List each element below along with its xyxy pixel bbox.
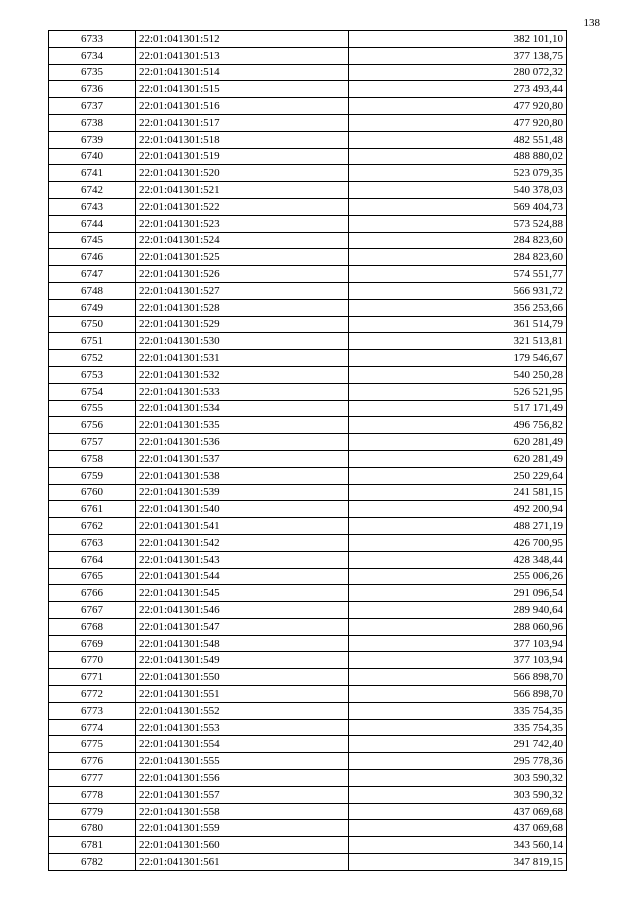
table-row [49,114,567,131]
table-row [49,702,567,719]
table-row [49,467,567,484]
row-number-cell: 6777 [49,770,136,787]
cadastral-number-cell: 22:01:041301:559 [136,820,349,837]
cadastral-number-cell: 22:01:041301:552 [136,702,349,719]
cadastral-number-cell: 22:01:041301:521 [136,182,349,199]
row-number-cell: 6734 [49,47,136,64]
cadastral-number-cell: 22:01:041301:541 [136,518,349,535]
table-row [49,786,567,803]
row-number-cell: 6735 [49,64,136,81]
row-number-cell: 6758 [49,450,136,467]
table-body [49,31,567,871]
cadastral-value-cell: 335 754,35 [349,719,567,736]
table-row [49,434,567,451]
table-row [49,333,567,350]
row-number-cell: 6748 [49,282,136,299]
cadastral-value-cell: 284 823,60 [349,249,567,266]
cadastral-number-cell: 22:01:041301:539 [136,484,349,501]
cadastral-value-cell: 291 742,40 [349,736,567,753]
row-number-cell: 6753 [49,366,136,383]
row-number-cell: 6760 [49,484,136,501]
cadastral-value-cell: 566 898,70 [349,669,567,686]
row-number-cell: 6780 [49,820,136,837]
cadastral-value-cell: 295 778,36 [349,753,567,770]
cadastral-number-cell: 22:01:041301:532 [136,366,349,383]
cadastral-number-cell: 22:01:041301:542 [136,534,349,551]
cadastral-value-cell: 482 551,48 [349,131,567,148]
cadastral-value-cell: 377 103,94 [349,652,567,669]
cadastral-value-cell: 620 281,49 [349,450,567,467]
cadastral-value-cell: 488 271,19 [349,518,567,535]
cadastral-number-cell: 22:01:041301:537 [136,450,349,467]
cadastral-number-cell: 22:01:041301:528 [136,299,349,316]
cadastral-value-cell: 303 590,32 [349,786,567,803]
table-row [49,366,567,383]
cadastral-number-cell: 22:01:041301:543 [136,551,349,568]
row-number-cell: 6738 [49,114,136,131]
cadastral-value-cell: 250 229,64 [349,467,567,484]
cadastral-value-cell: 291 096,54 [349,585,567,602]
cadastral-number-cell: 22:01:041301:560 [136,837,349,854]
cadastral-number-cell: 22:01:041301:517 [136,114,349,131]
table-row [49,820,567,837]
row-number-cell: 6733 [49,31,136,48]
cadastral-number-cell: 22:01:041301:540 [136,501,349,518]
cadastral-number-cell: 22:01:041301:547 [136,618,349,635]
cadastral-value-cell: 426 700,95 [349,534,567,551]
row-number-cell: 6767 [49,602,136,619]
cadastral-number-cell: 22:01:041301:525 [136,249,349,266]
cadastral-number-cell: 22:01:041301:548 [136,635,349,652]
cadastral-number-cell: 22:01:041301:538 [136,467,349,484]
row-number-cell: 6742 [49,182,136,199]
table-row [49,837,567,854]
cadastral-value-cell: 335 754,35 [349,702,567,719]
table-row [49,131,567,148]
table-row [49,618,567,635]
table-row [49,148,567,165]
cadastral-number-cell: 22:01:041301:512 [136,31,349,48]
cadastral-value-cell: 428 348,44 [349,551,567,568]
table-row [49,803,567,820]
cadastral-value-cell: 289 940,64 [349,602,567,619]
table-row [49,215,567,232]
cadastral-value-cell: 566 898,70 [349,686,567,703]
row-number-cell: 6772 [49,686,136,703]
table-row [49,635,567,652]
table-row [49,551,567,568]
cadastral-number-cell: 22:01:041301:522 [136,198,349,215]
table-row [49,568,567,585]
cadastral-number-cell: 22:01:041301:519 [136,148,349,165]
cadastral-number-cell: 22:01:041301:534 [136,400,349,417]
cadastral-number-cell: 22:01:041301:544 [136,568,349,585]
cadastral-value-cell: 492 200,94 [349,501,567,518]
cadastral-number-cell: 22:01:041301:529 [136,316,349,333]
row-number-cell: 6763 [49,534,136,551]
row-number-cell: 6750 [49,316,136,333]
row-number-cell: 6770 [49,652,136,669]
cadastral-value-cell: 382 101,10 [349,31,567,48]
table-row [49,501,567,518]
cadastral-number-cell: 22:01:041301:558 [136,803,349,820]
table-row [49,484,567,501]
cadastral-number-cell: 22:01:041301:515 [136,81,349,98]
cadastral-number-cell: 22:01:041301:553 [136,719,349,736]
cadastral-value-cell: 284 823,60 [349,232,567,249]
cadastral-value-cell: 361 514,79 [349,316,567,333]
cadastral-value-cell: 179 546,67 [349,350,567,367]
row-number-cell: 6746 [49,249,136,266]
cadastral-number-cell: 22:01:041301:518 [136,131,349,148]
cadastral-value-cell: 255 006,26 [349,568,567,585]
cadastral-value-cell: 477 920,80 [349,114,567,131]
table-row [49,81,567,98]
cadastral-value-cell: 343 560,14 [349,837,567,854]
cadastral-value-cell: 303 590,32 [349,770,567,787]
table-row [49,719,567,736]
row-number-cell: 6769 [49,635,136,652]
cadastral-value-table [48,30,567,871]
row-number-cell: 6774 [49,719,136,736]
row-number-cell: 6782 [49,854,136,871]
row-number-cell: 6765 [49,568,136,585]
row-number-cell: 6755 [49,400,136,417]
cadastral-number-cell: 22:01:041301:555 [136,753,349,770]
table-row [49,770,567,787]
table-row [49,350,567,367]
cadastral-number-cell: 22:01:041301:516 [136,98,349,115]
table-row [49,182,567,199]
row-number-cell: 6747 [49,266,136,283]
cadastral-number-cell: 22:01:041301:546 [136,602,349,619]
cadastral-value-cell: 523 079,35 [349,165,567,182]
table-row [49,383,567,400]
cadastral-value-cell: 280 072,32 [349,64,567,81]
table-row [49,669,567,686]
table-row [49,686,567,703]
cadastral-value-cell: 356 253,66 [349,299,567,316]
cadastral-number-cell: 22:01:041301:513 [136,47,349,64]
cadastral-value-cell: 241 581,15 [349,484,567,501]
table-row [49,31,567,48]
table-row [49,400,567,417]
cadastral-value-cell: 377 103,94 [349,635,567,652]
row-number-cell: 6775 [49,736,136,753]
cadastral-number-cell: 22:01:041301:536 [136,434,349,451]
cadastral-number-cell: 22:01:041301:531 [136,350,349,367]
table-row [49,64,567,81]
table-row [49,736,567,753]
row-number-cell: 6761 [49,501,136,518]
cadastral-number-cell: 22:01:041301:524 [136,232,349,249]
table-row [49,854,567,871]
table-row [49,652,567,669]
cadastral-number-cell: 22:01:041301:551 [136,686,349,703]
cadastral-number-cell: 22:01:041301:526 [136,266,349,283]
row-number-cell: 6768 [49,618,136,635]
table-row [49,249,567,266]
cadastral-number-cell: 22:01:041301:514 [136,64,349,81]
row-number-cell: 6759 [49,467,136,484]
cadastral-number-cell: 22:01:041301:550 [136,669,349,686]
table-row [49,299,567,316]
cadastral-number-cell: 22:01:041301:561 [136,854,349,871]
row-number-cell: 6776 [49,753,136,770]
cadastral-value-cell: 321 513,81 [349,333,567,350]
row-number-cell: 6757 [49,434,136,451]
cadastral-value-cell: 347 819,15 [349,854,567,871]
cadastral-value-cell: 620 281,49 [349,434,567,451]
row-number-cell: 6771 [49,669,136,686]
cadastral-number-cell: 22:01:041301:545 [136,585,349,602]
row-number-cell: 6739 [49,131,136,148]
row-number-cell: 6764 [49,551,136,568]
cadastral-value-cell: 437 069,68 [349,803,567,820]
row-number-cell: 6756 [49,417,136,434]
cadastral-value-cell: 517 171,49 [349,400,567,417]
cadastral-value-cell: 540 378,03 [349,182,567,199]
row-number-cell: 6740 [49,148,136,165]
table-row [49,282,567,299]
cadastral-number-cell: 22:01:041301:549 [136,652,349,669]
cadastral-value-cell: 540 250,28 [349,366,567,383]
table-row [49,198,567,215]
row-number-cell: 6754 [49,383,136,400]
cadastral-number-cell: 22:01:041301:557 [136,786,349,803]
cadastral-number-cell: 22:01:041301:520 [136,165,349,182]
table-row [49,165,567,182]
cadastral-number-cell: 22:01:041301:554 [136,736,349,753]
cadastral-value-cell: 574 551,77 [349,266,567,283]
row-number-cell: 6749 [49,299,136,316]
cadastral-number-cell: 22:01:041301:556 [136,770,349,787]
table-row [49,98,567,115]
table-row [49,602,567,619]
row-number-cell: 6779 [49,803,136,820]
cadastral-value-cell: 437 069,68 [349,820,567,837]
cadastral-value-cell: 569 404,73 [349,198,567,215]
row-number-cell: 6741 [49,165,136,182]
cadastral-value-cell: 573 524,88 [349,215,567,232]
cadastral-number-cell: 22:01:041301:535 [136,417,349,434]
cadastral-value-cell: 526 521,95 [349,383,567,400]
table-row [49,450,567,467]
row-number-cell: 6744 [49,215,136,232]
table-row [49,232,567,249]
cadastral-number-cell: 22:01:041301:523 [136,215,349,232]
row-number-cell: 6766 [49,585,136,602]
cadastral-value-cell: 377 138,75 [349,47,567,64]
table-row [49,753,567,770]
cadastral-value-cell: 477 920,80 [349,98,567,115]
row-number-cell: 6737 [49,98,136,115]
table-row [49,47,567,64]
cadastral-value-cell: 488 880,02 [349,148,567,165]
row-number-cell: 6781 [49,837,136,854]
cadastral-value-cell: 566 931,72 [349,282,567,299]
table-row [49,266,567,283]
table-row [49,518,567,535]
cadastral-value-cell: 496 756,82 [349,417,567,434]
cadastral-number-cell: 22:01:041301:530 [136,333,349,350]
row-number-cell: 6751 [49,333,136,350]
row-number-cell: 6743 [49,198,136,215]
cadastral-value-cell: 273 493,44 [349,81,567,98]
row-number-cell: 6745 [49,232,136,249]
row-number-cell: 6736 [49,81,136,98]
cadastral-number-cell: 22:01:041301:527 [136,282,349,299]
table-row [49,417,567,434]
cadastral-number-cell: 22:01:041301:533 [136,383,349,400]
row-number-cell: 6773 [49,702,136,719]
page-number: 138 [583,17,600,29]
cadastral-value-cell: 288 060,96 [349,618,567,635]
row-number-cell: 6778 [49,786,136,803]
row-number-cell: 6762 [49,518,136,535]
table-row [49,585,567,602]
table-row [49,316,567,333]
row-number-cell: 6752 [49,350,136,367]
table-row [49,534,567,551]
